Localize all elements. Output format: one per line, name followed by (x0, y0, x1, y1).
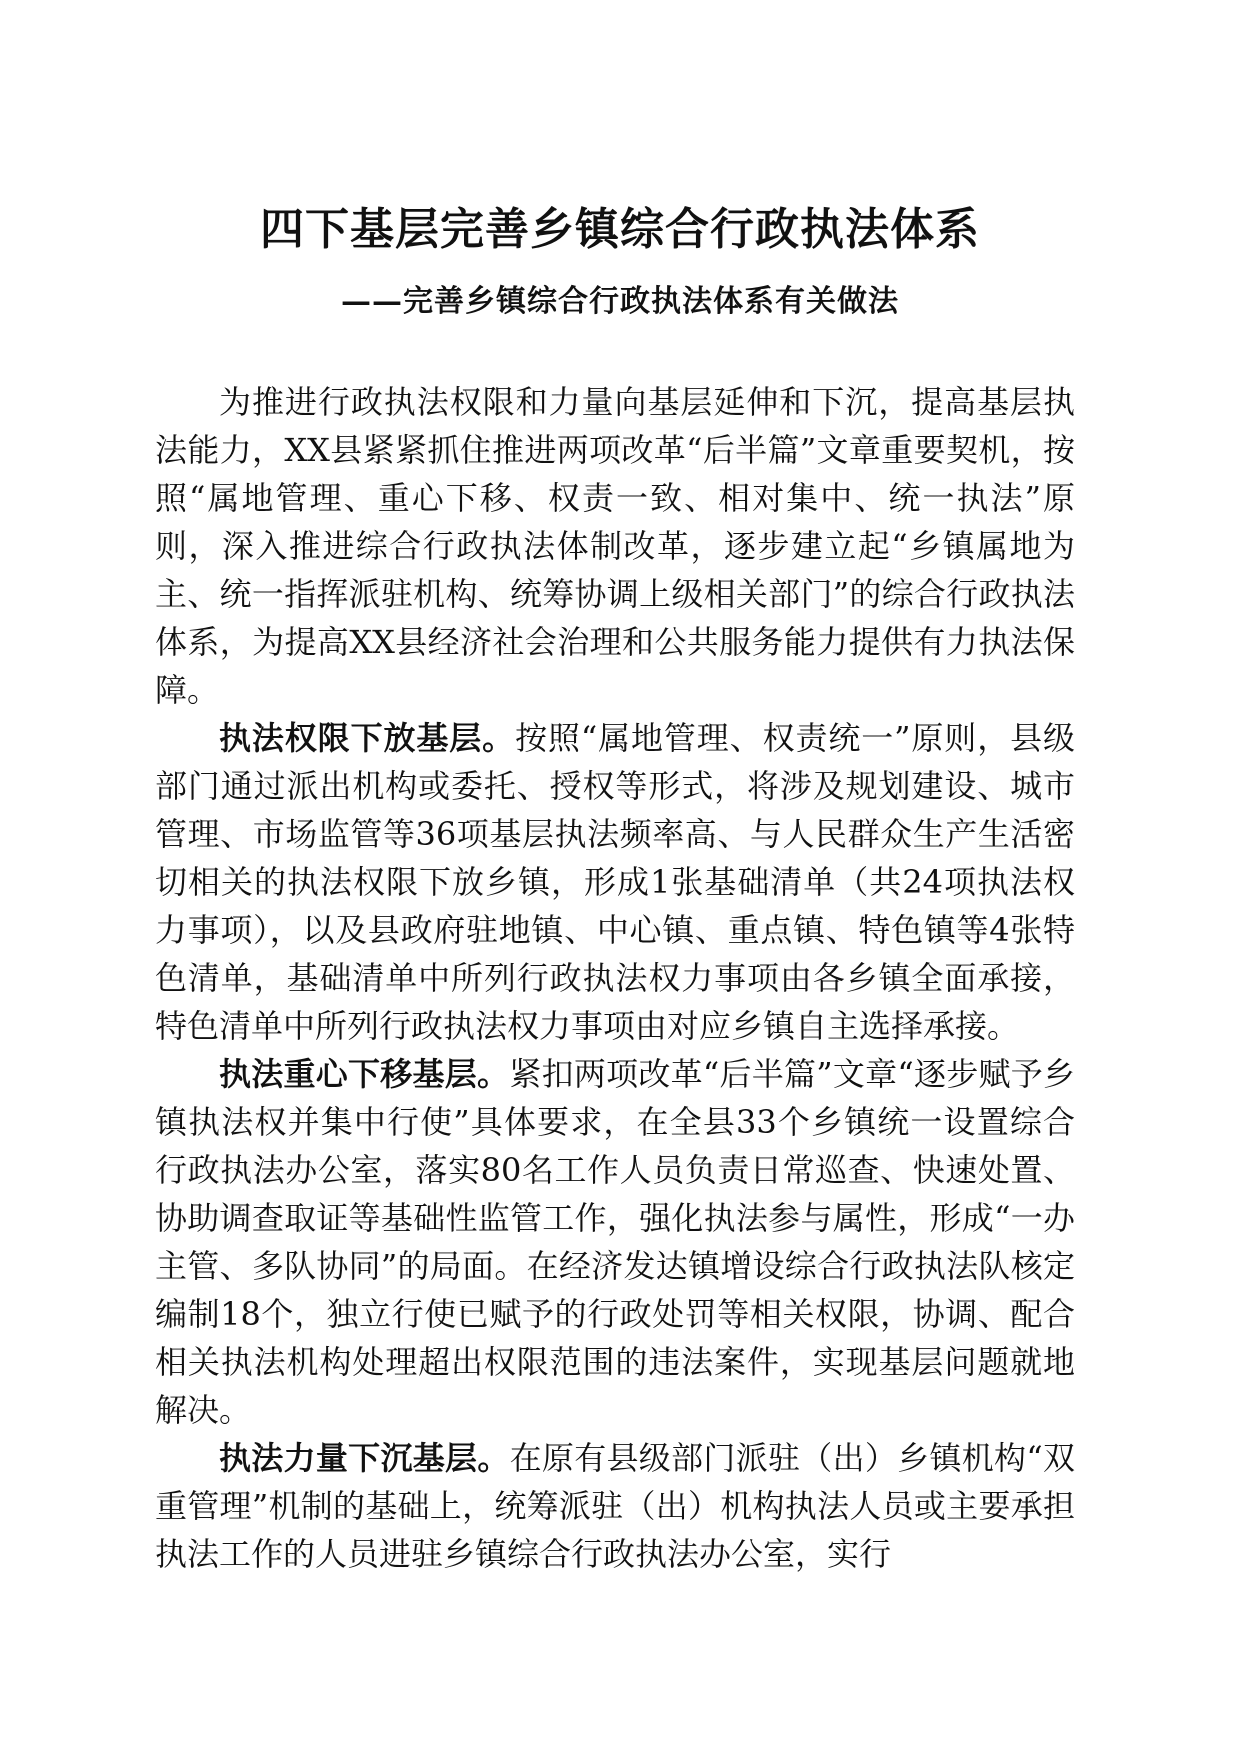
paragraph-text: 在原有县级部门派驻（出）乡镇机构“双重管理”机制的基础上，统筹派驻（出）机构执法人员或主要承担执法工作的人员进驻乡镇综合行政执法办公室，实行 (155, 1439, 1075, 1573)
document-body (155, 378, 1075, 1578)
paragraph-focus-shift (155, 1050, 1075, 1434)
paragraph-authority-delegation (155, 714, 1075, 1050)
document-title: 四下基层完善乡镇综合行政执法体系 (260, 204, 980, 255)
paragraph-text: 紧扣两项改革“后半篇”文章“逐步赋予乡镇执法权并集中行使”具体要求，在全县33个乡镇统一设置综合行政执法办公室，落实80名工作人员负责日常巡查、快速处置、协助调查取证等基础性监管工作，强化执法参与属性，形成“一办主管、多队协同”的局面。在经济发达镇增设综合行政执法队核定编制18个，独立行使已赋予的行政处罚等相关权限，协调、配合相关执法机构处理超出权限范围的违法案件，实现基层问题就地解决。 (155, 1055, 1075, 1429)
paragraph-lead: 执法权限下放基层。 (219, 719, 516, 757)
paragraph-text: 按照“属地管理、权责统一”原则，县级部门通过派出机构或委托、授权等形式，将涉及规划建设、城市管理、市场监管等36项基层执法频率高、与人民群众生产生活密切相关的执法权限下放乡镇，形成1张基础清单（共24项执法权力事项），以及县政府驻地镇、中心镇、重点镇、特色镇等4张特色清单，基础清单中所列行政执法权力事项由各乡镇全面承接，特色清单中所列行政执法权力事项由对应乡镇自主选择承接。 (155, 719, 1075, 1045)
paragraph-text: 为推进行政执法权限和力量向基层延伸和下沉，提高基层执法能力，XX县紧紧抓住推进两项改革“后半篇”文章重要契机，按照“属地管理、重心下移、权责一致、相对集中、统一执法”原则，深入推进综合行政执法体制改革，逐步建立起“乡镇属地为主、统一指挥派驻机构、统筹协调上级相关部门”的综合行政执法体系，为提高XX县经济社会治理和公共服务能力提供有力执法保障。 (155, 383, 1075, 709)
paragraph-lead: 执法力量下沉基层。 (219, 1439, 510, 1477)
paragraph-intro (155, 378, 1075, 714)
paragraph-force-deployment (155, 1434, 1075, 1578)
paragraph-lead: 执法重心下移基层。 (219, 1055, 510, 1093)
document-subtitle: ——完善乡镇综合行政执法体系有关做法 (341, 284, 899, 319)
